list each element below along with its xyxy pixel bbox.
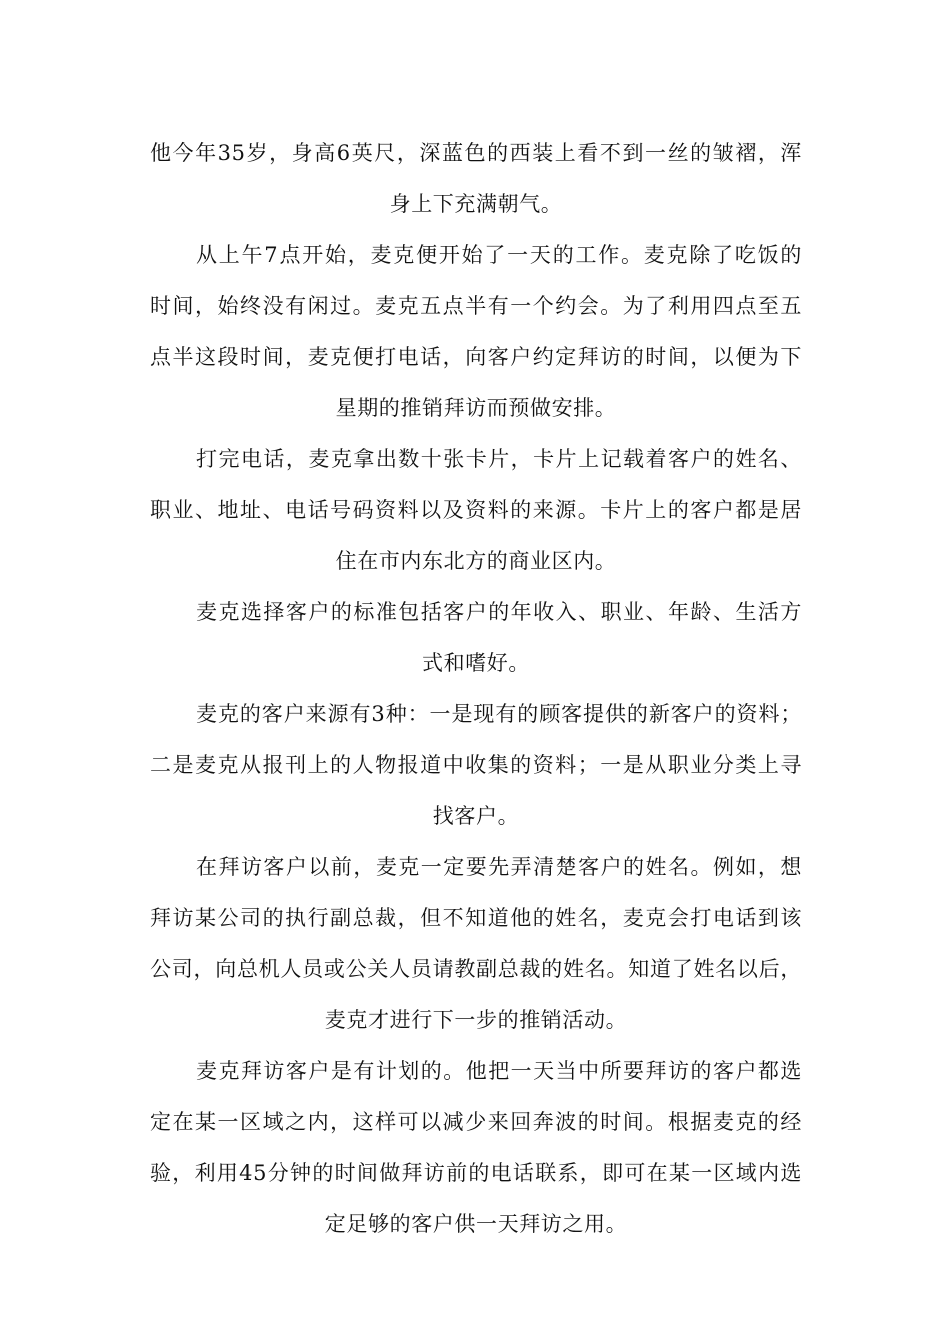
paragraph-3 — [150, 434, 802, 587]
paragraph-4 — [150, 587, 802, 689]
document-body — [150, 128, 802, 1250]
paragraph-line: 麦克选择客户的标准包括客户的年收入、职业、年龄、生活方 — [196, 600, 802, 624]
paragraph-2 — [150, 230, 802, 434]
paragraph-line: 打完电话，麦克拿出数十张卡片，卡片上记载着客户的姓名、 — [196, 447, 802, 471]
paragraph-line: 住在市内东北方的商业区内。 — [335, 549, 617, 573]
paragraph-line: 他今年35岁，身高6英尺，深蓝色的西装上看不到一丝的皱褶，浑 — [150, 141, 802, 165]
paragraph-line: 验，利用45分钟的时间做拜访前的电话联系，即可在某一区域内选 — [150, 1161, 802, 1185]
paragraph-line: 二是麦克从报刊上的人物报道中收集的资料；一是从职业分类上寻 — [150, 753, 802, 777]
paragraph-line: 在拜访客户以前，麦克一定要先弄清楚客户的姓名。例如，想 — [196, 855, 802, 879]
paragraph-line: 式和嗜好。 — [422, 651, 530, 675]
paragraph-line: 从上午7点开始，麦克便开始了一天的工作。麦克除了吃饭的 — [196, 243, 802, 267]
paragraph-line: 拜访某公司的执行副总裁，但不知道他的姓名，麦克会打电话到该 — [150, 906, 802, 930]
paragraph-7 — [150, 1046, 802, 1250]
paragraph-line: 公司，向总机人员或公关人员请教副总裁的姓名。知道了姓名以后， — [150, 957, 802, 981]
paragraph-line: 时间，始终没有闲过。麦克五点半有一个约会。为了利用四点至五 — [150, 294, 802, 318]
paragraph-line: 麦克才进行下一步的推销活动。 — [324, 1008, 628, 1032]
paragraph-5 — [150, 689, 802, 842]
paragraph-line: 找客户。 — [432, 804, 520, 828]
paragraph-line: 职业、地址、电话号码资料以及资料的来源。卡片上的客户都是居 — [150, 498, 802, 522]
paragraph-1 — [150, 128, 802, 230]
paragraph-line: 定在某一区域之内，这样可以减少来回奔波的时间。根据麦克的经 — [150, 1110, 802, 1134]
paragraph-line: 点半这段时间，麦克便打电话，向客户约定拜访的时间，以便为下 — [150, 345, 802, 369]
paragraph-line: 麦克拜访客户是有计划的。他把一天当中所要拜访的客户都选 — [196, 1059, 802, 1083]
paragraph-line: 身上下充满朝气。 — [389, 192, 563, 216]
paragraph-6 — [150, 842, 802, 1046]
paragraph-line: 麦克的客户来源有3种：一是现有的顾客提供的新客户的资料； — [196, 702, 802, 726]
paragraph-line: 定足够的客户供一天拜访之用。 — [324, 1212, 628, 1236]
paragraph-line: 星期的推销拜访而预做安排。 — [335, 396, 617, 420]
